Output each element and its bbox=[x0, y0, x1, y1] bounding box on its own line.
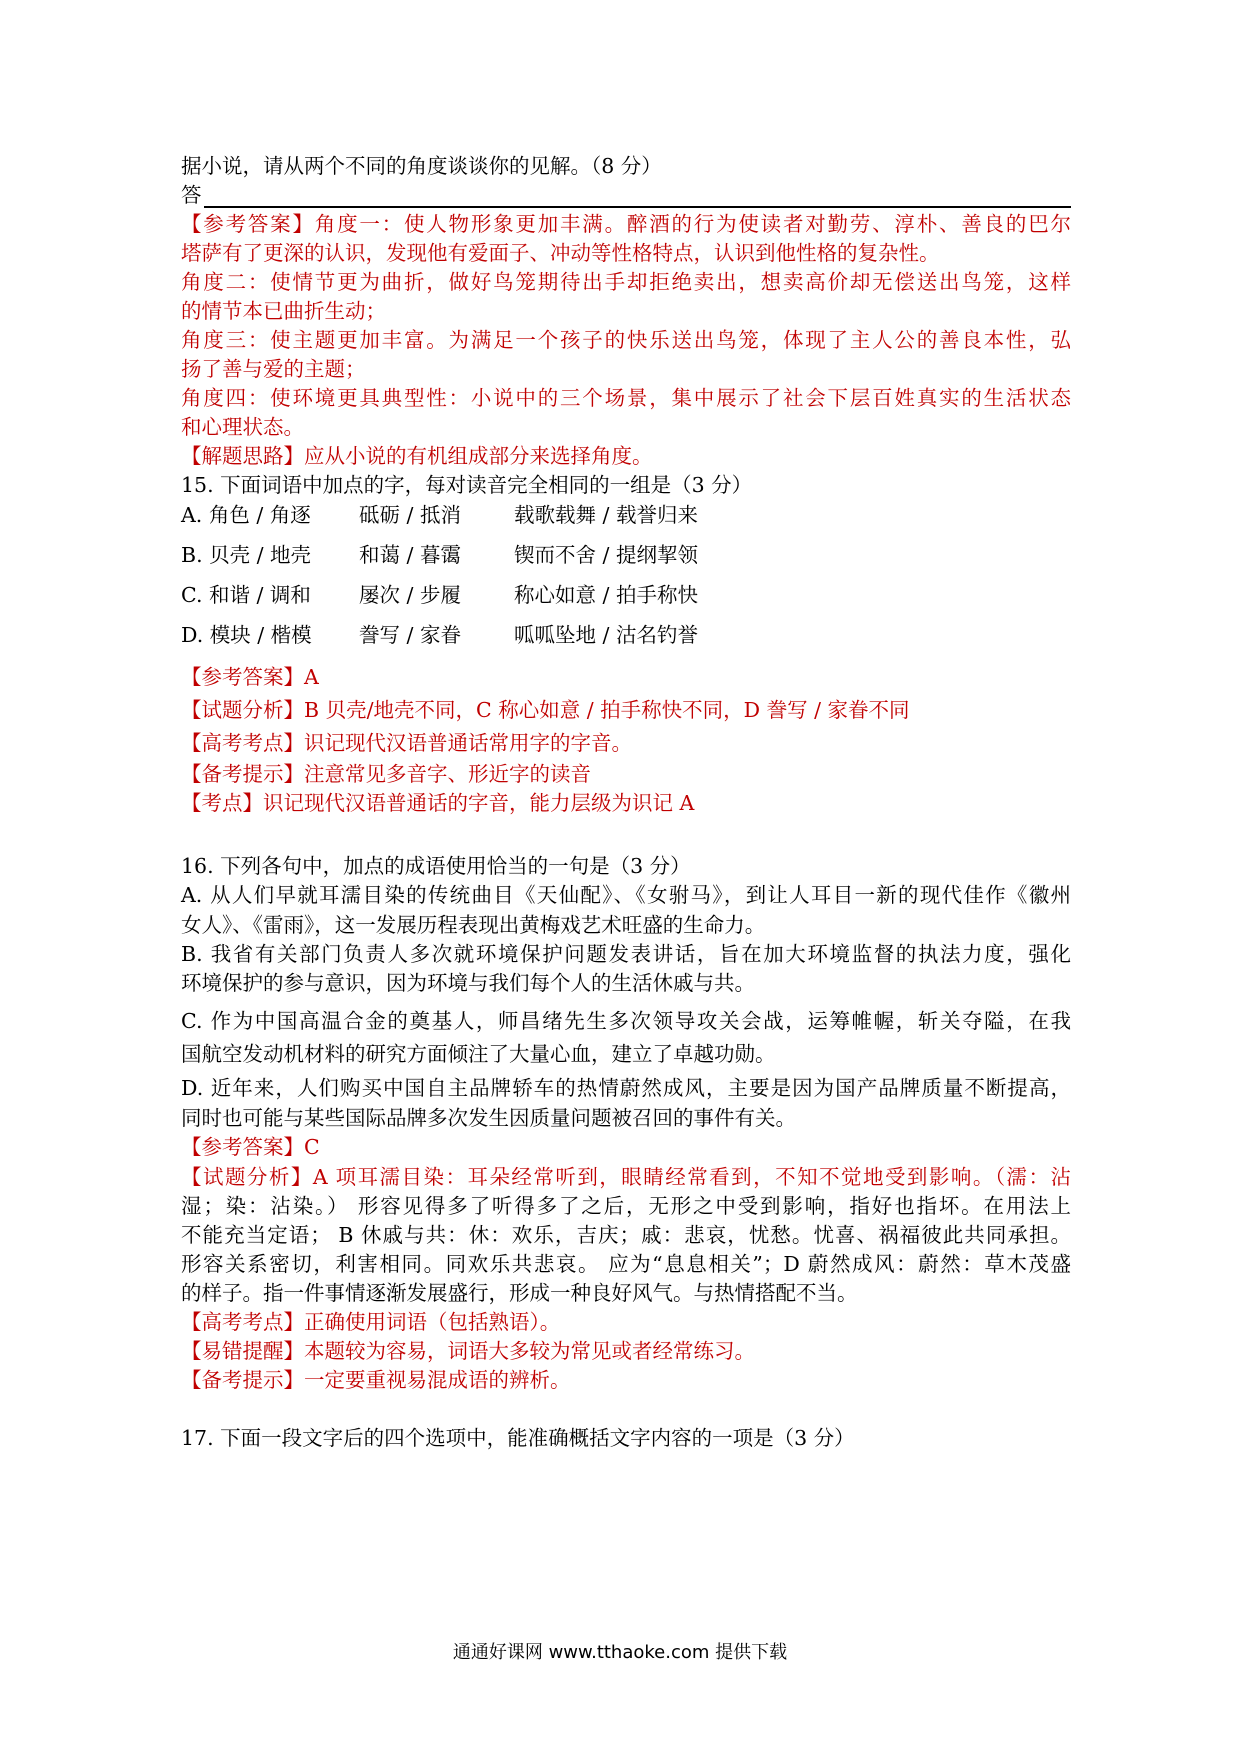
q16-analysis-line-4: 形容关系密切，利害相同。同欢乐共悲哀。 应为“息息相关”；D 蔚然成风：蔚然：草木茂盛 bbox=[181, 1252, 1071, 1276]
q15-stem: 15. 下面词语中加点的字，每对读音完全相同的一组是（3 分） bbox=[181, 473, 753, 497]
q14-reference-line-1: 【参考答案】角度一：使人物形象更加丰满。醉酒的行为使读者对勤劳、淳朴、善良的巴尔 bbox=[181, 212, 1071, 236]
q17-stem: 17. 下面一段文字后的四个选项中，能准确概括文字内容的一项是（3 分） bbox=[181, 1426, 855, 1450]
q14-answer-line bbox=[181, 182, 1071, 208]
q14-approach: 【解题思路】应从小说的有机组成部分来选择角度。 bbox=[181, 444, 653, 468]
answer-label: 答 bbox=[181, 183, 202, 207]
q14-reference-line-4: 的情节本已曲折生动； bbox=[181, 299, 386, 323]
q14-reference-line-3: 角度二：使情节更为曲折，做好鸟笼期待出手却拒绝卖出，想卖高价却无偿送出鸟笼，这样 bbox=[181, 270, 1071, 294]
option-cell: 载歌载舞 / 载誉归来 bbox=[514, 503, 698, 527]
q16-option-b-line-1: B. 我省有关部门负责人多次就环境保护问题发表讲话，旨在加大环境监督的执法力度，强化 bbox=[181, 942, 1071, 966]
q14-reference-line-5: 角度三：使主题更加丰富。为满足一个孩子的快乐送出鸟笼，体现了主人公的善良本性，弘 bbox=[181, 328, 1071, 352]
q16-error-tip: 【易错提醒】本题较为容易，词语大多较为常见或者经常练习。 bbox=[181, 1339, 755, 1363]
option-cell: B. 贝壳 / 地壳 bbox=[181, 543, 312, 567]
q16-option-d-line-2: 同时也可能与某些国际品牌多次发生因质量问题被召回的事件有关。 bbox=[181, 1106, 796, 1130]
q14-reference-line-2: 塔萨有了更深的认识，发现他有爱面子、冲动等性格特点，认识到他性格的复杂性。 bbox=[181, 241, 940, 265]
q14-prompt: 据小说，请从两个不同的角度谈谈你的见解。（8 分） bbox=[181, 154, 662, 178]
option-cell: 誊写 / 家眷 bbox=[359, 623, 461, 647]
option-cell: 呱呱坠地 / 沽名钓誉 bbox=[514, 623, 698, 647]
option-cell: 和蔼 / 暮霭 bbox=[359, 543, 461, 567]
option-cell: C. 和谐 / 调和 bbox=[181, 583, 311, 607]
q16-option-b-line-2: 环境保护的参与意识，因为环境与我们每个人的生活休戚与共。 bbox=[181, 971, 755, 995]
answer-blank bbox=[204, 184, 1072, 208]
q16-analysis-line-1: 【试题分析】A 项耳濡目染：耳朵经常听到，眼睛经常看到，不知不觉地受到影响。（濡：沾 bbox=[181, 1165, 1071, 1189]
q16-option-c-line-2: 国航空发动机材料的研究方面倾注了大量心血，建立了卓越功勋。 bbox=[181, 1042, 776, 1066]
q16-answer: 【参考答案】C bbox=[181, 1135, 320, 1159]
q16-exam-point: 【高考考点】正确使用词语（包括熟语）。 bbox=[181, 1310, 561, 1334]
q15-exam-point: 【高考考点】识记现代汉语普通话常用字的字音。 bbox=[181, 731, 632, 755]
q16-tip: 【备考提示】一定要重视易混成语的辨析。 bbox=[181, 1368, 571, 1392]
option-cell: A. 角色 / 角逐 bbox=[181, 503, 311, 527]
q14-reference-line-7: 角度四：使环境更具典型性：小说中的三个场景，集中展示了社会下层百姓真实的生活状态 bbox=[181, 386, 1071, 410]
q15-option-a bbox=[181, 502, 1071, 528]
option-cell: D. 模块 / 楷模 bbox=[181, 623, 312, 647]
option-cell: 砥砺 / 抵消 bbox=[359, 503, 461, 527]
q15-option-b bbox=[181, 542, 1071, 568]
q15-tip: 【备考提示】注意常见多音字、形近字的读音 bbox=[181, 762, 591, 786]
q15-option-c bbox=[181, 582, 1071, 608]
q16-analysis-line-2: 湿；染：沾染。） 形容见得多了听得多了之后，无形之中受到影响，指好也指坏。在用法上 bbox=[181, 1194, 1071, 1218]
q16-stem: 16. 下列各句中，加点的成语使用恰当的一句是（3 分） bbox=[181, 854, 691, 878]
q14-reference-line-8: 和心理状态。 bbox=[181, 415, 304, 439]
option-cell: 称心如意 / 拍手称快 bbox=[514, 583, 698, 607]
option-cell: 锲而不舍 / 提纲挈领 bbox=[514, 543, 698, 567]
option-cell: 屡次 / 步履 bbox=[359, 583, 461, 607]
q15-answer: 【参考答案】A bbox=[181, 665, 319, 689]
q15-kaodian: 【考点】识记现代汉语普通话的字音，能力层级为识记 A bbox=[181, 791, 695, 815]
q16-analysis-line-3: 不能充当定语； B 休戚与共：休：欢乐，吉庆；戚：悲哀，忧愁。忧喜、祸福彼此共同承担。 bbox=[181, 1223, 1071, 1247]
q16-analysis-line-5: 的样子。指一件事情逐渐发展盛行，形成一种良好风气。与热情搭配不当。 bbox=[181, 1281, 858, 1305]
q16-option-a-line-2: 女人》、《雷雨》，这一发展历程表现出黄梅戏艺术旺盛的生命力。 bbox=[181, 913, 766, 937]
q15-option-d bbox=[181, 622, 1071, 648]
q16-option-a-line-1: A. 从人们早就耳濡目染的传统曲目《天仙配》、《女驸马》，到让人耳目一新的现代佳作《徽州 bbox=[181, 883, 1071, 907]
q14-reference-line-6: 扬了善与爱的主题； bbox=[181, 357, 366, 381]
q15-analysis: 【试题分析】B 贝壳/地壳不同，C 称心如意 / 拍手称快不同，D 誊写 / 家眷不同 bbox=[181, 698, 910, 722]
q16-option-c-line-1: C. 作为中国高温合金的奠基人，师昌绪先生多次领导攻关会战，运筹帷幄，斩关夺隘，在我 bbox=[181, 1009, 1071, 1033]
q16-option-d-line-1: D. 近年来，人们购买中国自主品牌轿车的热情蔚然成风，主要是因为国产品牌质量不断提高， bbox=[181, 1076, 1071, 1100]
page-footer: 通通好课网 www.tthaoke.com 提供下载 bbox=[452, 1642, 788, 1663]
